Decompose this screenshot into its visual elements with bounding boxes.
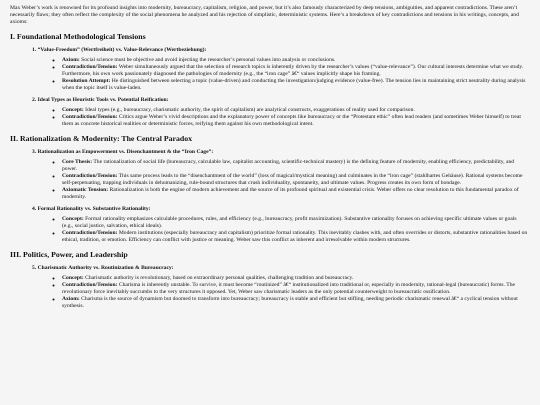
section-heading: I. Foundational Methodological Tensions <box>10 32 146 41</box>
intro-paragraph: Max Weber’s work is renowned for its profound insights into modernity, bureaucracy, capitalism, religion, and power, but it’s also famously characterized by deep tensions, ambiguities, and apparent contradictions. These aren’t necessarily flaws; they often reflect the complexity of the social phenomena he analyzed and his rejection of simplistic, deterministic systems. Here’s a breakdown of key contradictions and tensions in his writings, concepts, and axioms: <box>10 5 519 25</box>
bullet-list <box>32 216 528 244</box>
section-list <box>10 47 528 128</box>
bullet-item <box>62 275 528 282</box>
item-title: 4. Formal Rationality vs. Substantive Rationality: <box>32 206 151 212</box>
bullet-list <box>32 57 528 92</box>
item-title: 2. Ideal Types as Heuristic Tools vs. Potential Reification: <box>32 97 169 103</box>
bullet-label: Axiom: <box>62 296 80 302</box>
bullet-item <box>62 173 528 187</box>
bullet-text: He distinguished between selecting a topic (value-driven) and conducting the investigation/judging evidence (value-free). The tension lies in maintaining strict neutrality during analysis when the topic itself is value-laden. <box>62 78 526 91</box>
bullet-label: Concept: <box>62 216 84 222</box>
bullet-label: Concept: <box>62 107 84 113</box>
bullet-item <box>62 282 528 296</box>
bullet-text: Rationalization is both the engine of modern achievement and the source of its profound spiritual and existential crisis. Weber offers no clear resolution to this fundamental paradox of modernity. <box>62 187 519 200</box>
bullet-list <box>32 275 528 310</box>
bullet-text: Formal rationality emphasizes calculable procedures, rules, and efficiency (e.g., bureaucracy, profit maximization). Substantive rationality focuses on achieving specific ultimate values or goals (e.g., social justice, salvation, ethical ideals). <box>62 216 517 229</box>
section-item <box>32 47 528 92</box>
bullet-text: Charismatic authority is revolutionary, based on extraordinary personal qualities, challenging tradition and bureaucracy. <box>83 275 354 281</box>
section-item <box>32 206 528 244</box>
bullet-text: This same process leads to the “disenchantment of the world” (loss of magical/mystical meaning) and culminates in the “iron cage” (stahlhartes Gehäuse). Rational systems become self-perpetuating, trapping individuals in dehumanizing, rule-bound structures that crush individuality, spontaneity, and ultimate values. Progress creates its own form of bondage. <box>62 173 523 186</box>
bullet-label: Core Thesis: <box>62 159 93 165</box>
bullet-label: Axiomatic Tension: <box>62 187 109 193</box>
bullet-label: Contradiction/Tension: <box>62 64 118 70</box>
bullet-item <box>62 296 528 310</box>
section-item <box>32 97 528 128</box>
bullet-item <box>62 57 528 64</box>
bullet-label: Axiom: <box>62 57 80 63</box>
bullet-text: Charisma is inherently unstable. To survive, it must become “routinized” â€“ institutionalized into traditional or, especially in modernity, rational-legal (bureaucratic) forms. The revolutionary force inevitably succumbs to the very structures it opposed. Yet, Weber saw charismatic leaders as the only potential counterweight to bureaucratic ossification. <box>62 282 515 295</box>
bullet-item <box>62 107 528 114</box>
bullet-text: The rationalization of social life (bureaucracy, calculable law, capitalist accounting, scientific-technical mastery) is the defining feature of modernity, enabling efficiency, predictability, and power. <box>62 159 515 172</box>
section-heading: II. Rationalization & Modernity: The Central Paradox <box>10 134 192 143</box>
section-heading: III. Politics, Power, and Leadership <box>10 250 128 259</box>
bullet-list <box>32 159 528 201</box>
section-list <box>10 149 528 244</box>
bullet-item <box>62 159 528 173</box>
bullet-item <box>62 216 528 230</box>
item-title: 3. Rationalization as Empowerment vs. Disenchantment & the “Iron Cage”: <box>32 149 214 155</box>
bullet-label: Contradiction/Tension: <box>62 230 118 236</box>
bullet-item <box>62 114 528 128</box>
bullet-text: Critics argue Weber’s vivid descriptions and the explanatory power of concepts like bureaucracy or the “Protestant ethic” often lead readers (and sometimes Weber himself) to treat them as concrete historical realities or deterministic forces, reifying them against his own methodological intent. <box>62 114 521 127</box>
section-item <box>32 265 528 310</box>
bullet-list <box>32 107 528 128</box>
bullet-label: Concept: <box>62 275 84 281</box>
bullet-text: Charisma is the source of dynamism but doomed to transform into bureaucracy; bureaucracy is stable and efficient but stifling, needing periodic charismatic renewal â€“ a cyclical tension without synthesis. <box>62 296 518 309</box>
bullet-label: Resolution Attempt: <box>62 78 111 84</box>
bullet-label: Contradiction/Tension: <box>62 173 118 179</box>
bullet-label: Contradiction/Tension: <box>62 282 118 288</box>
sections-container <box>10 32 528 310</box>
bullet-text: Modern institutions (especially bureaucracy and capitalism) prioritize formal rationality. This inevitably clashes with, and often overrides or distorts, substantive rationalities based on ethical, tradition, or emotion. Efficiency can conflict with justice or meaning. Weber saw this conflict as inherent and irresolvable within modern structures. <box>62 230 528 243</box>
bullet-text: Ideal types (e.g., bureaucracy, charismatic authority, the spirit of capitalism) are analytical constructs, exaggerations of reality used for comparison. <box>83 107 415 113</box>
bullet-item <box>62 78 528 92</box>
item-title: 5. Charismatic Authority vs. Routinization & Bureaucracy: <box>32 265 174 271</box>
bullet-text: Weber simultaneously argued that the selection of research topics is inherently driven by the researcher’s values (“value-relevance”). Our cultural interests determine what we study. Furthermore, his own work passionately diagnosed the pathologies of modernity (e.g., the “iron cage” â€“ values implicitly shape his framing. <box>62 64 524 77</box>
bullet-text: Social science must be objective and avoid injecting the researcher’s personal values into analysis or conclusions. <box>79 57 336 63</box>
section-list <box>10 265 528 310</box>
section-item <box>32 149 528 201</box>
bullet-label: Contradiction/Tension: <box>62 114 118 120</box>
bullet-item <box>62 64 528 78</box>
item-title: 1. “Value-Freedom” (Wertfreiheit) vs. Value-Relevance (Wertbeziehung): <box>32 47 207 53</box>
bullet-item <box>62 187 528 201</box>
bullet-item <box>62 230 528 244</box>
